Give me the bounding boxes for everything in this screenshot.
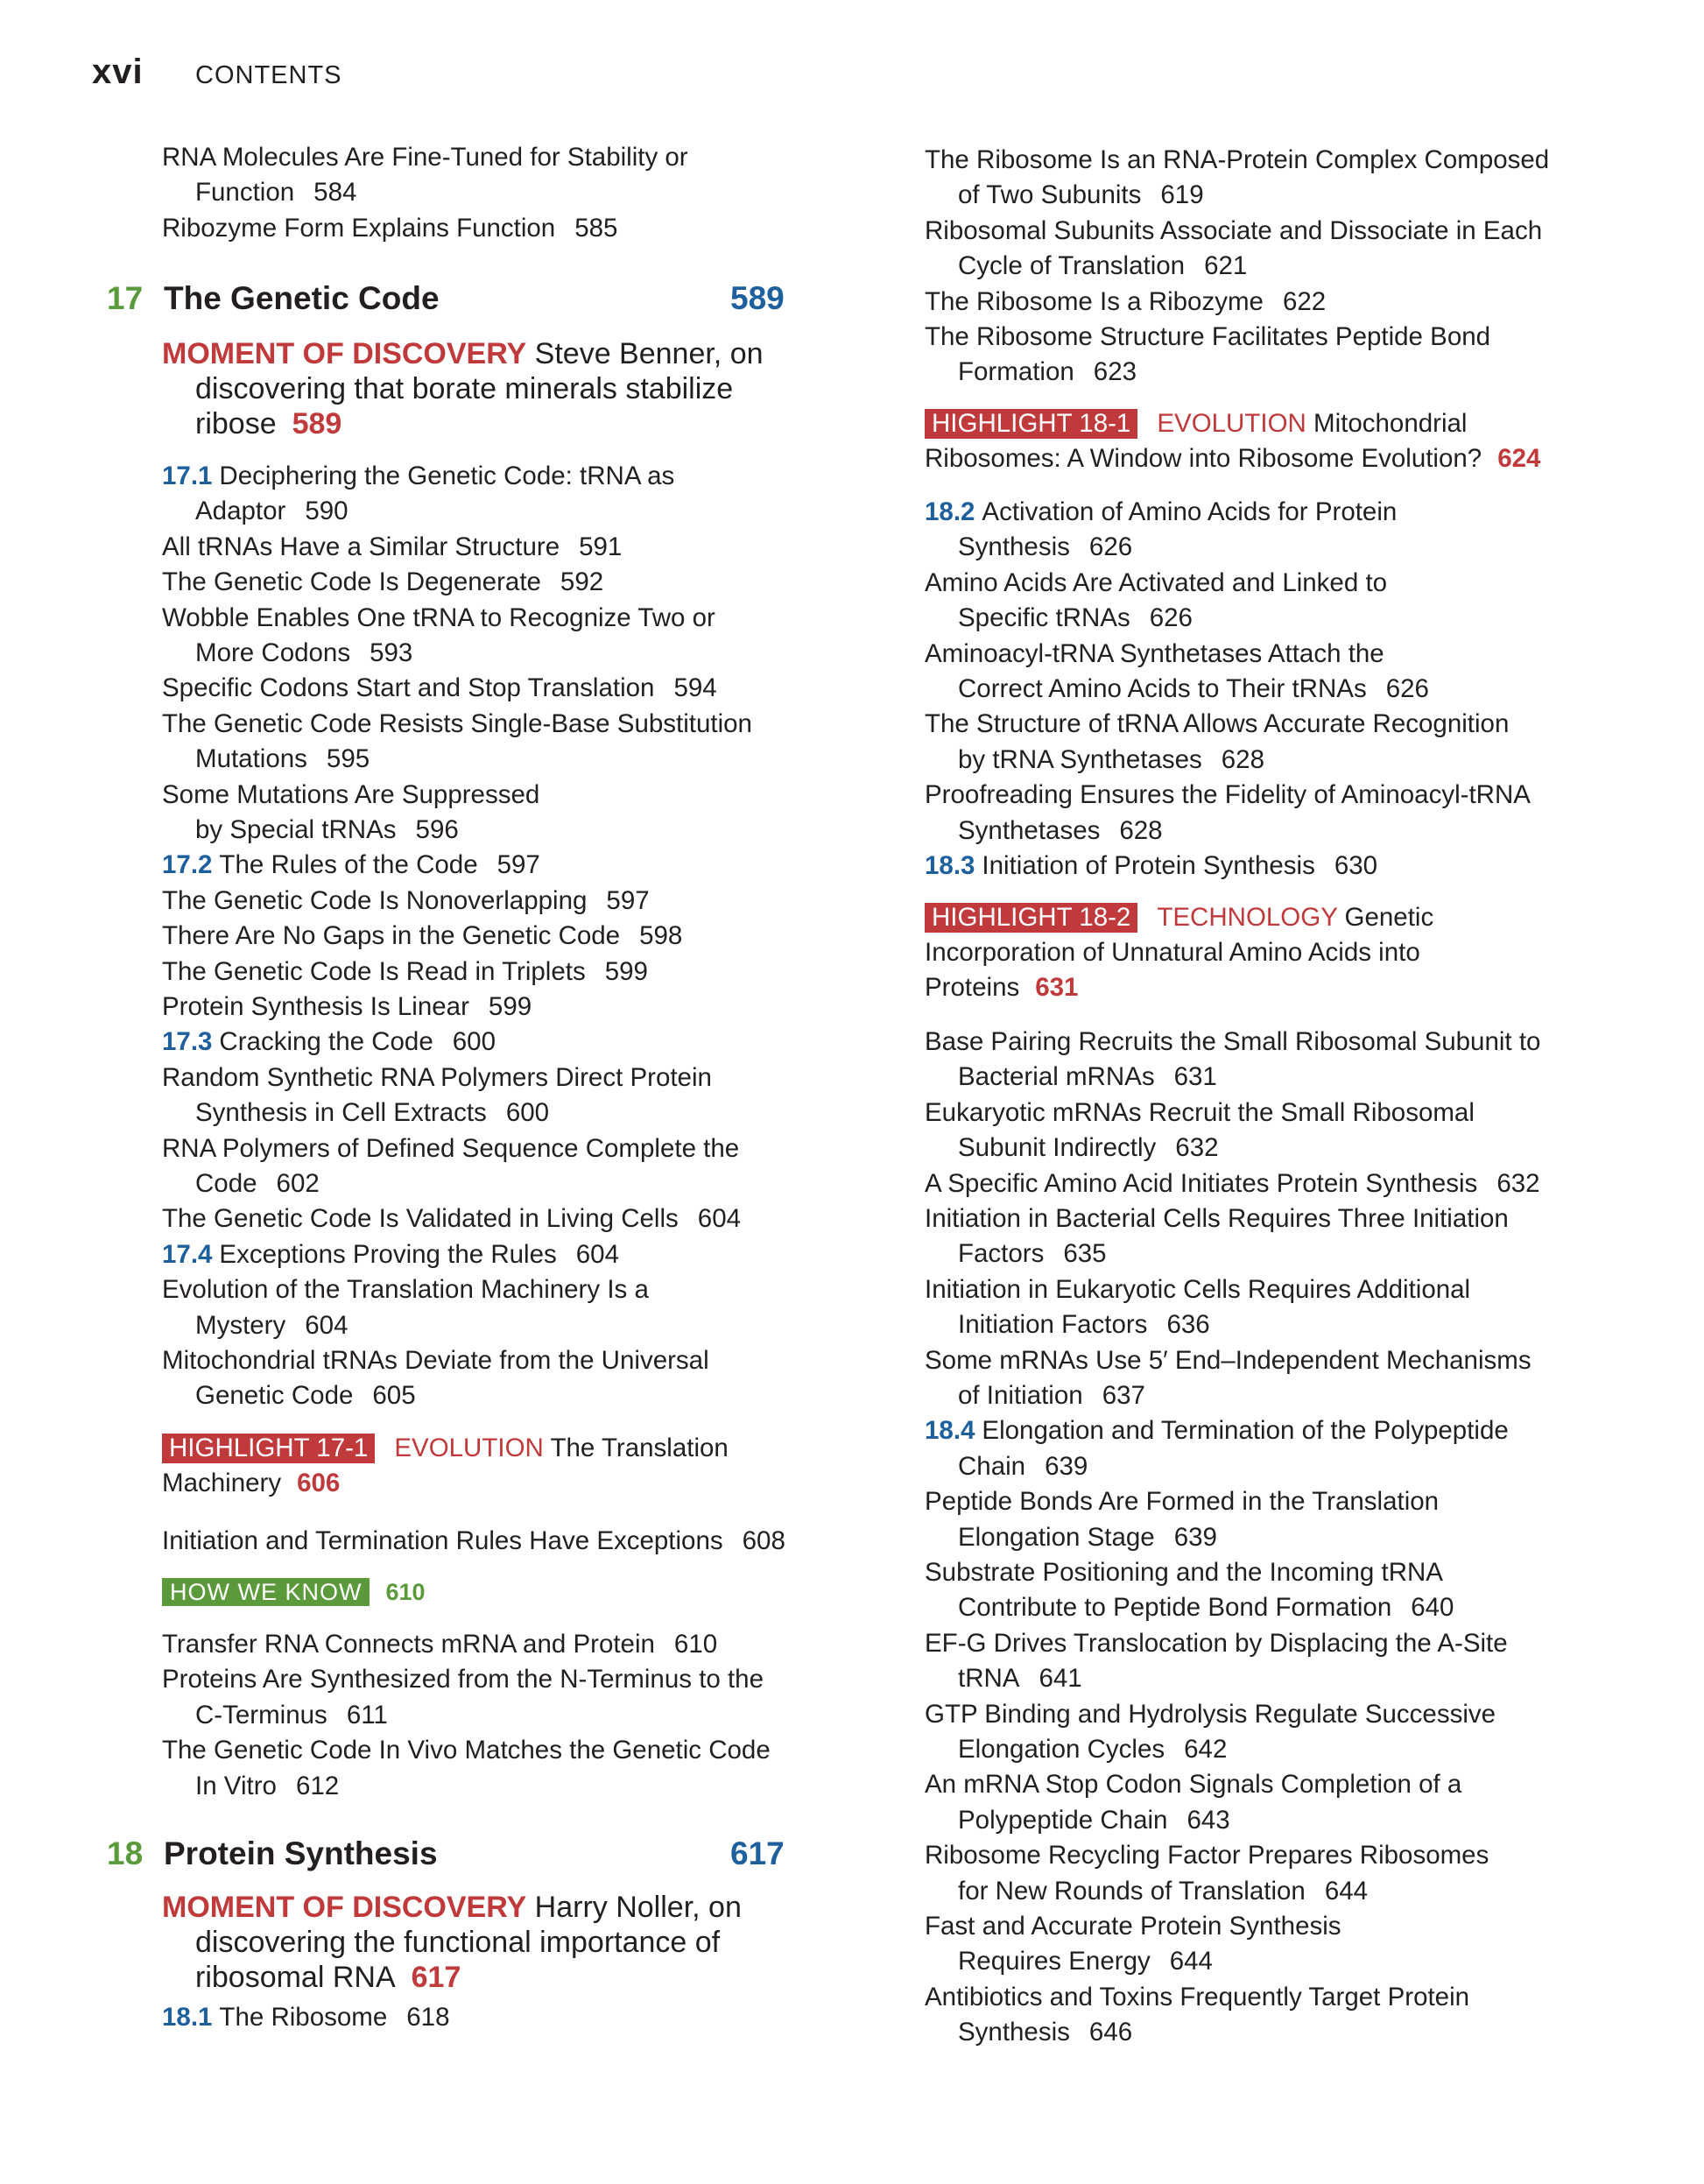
entry-text: The Genetic Code Is Read in Triplets [162, 956, 586, 986]
entry-text: Initiation of Protein Synthesis [982, 851, 1315, 880]
entry-page: 600 [452, 1027, 496, 1057]
toc-entry-line [162, 1524, 785, 1559]
entry-text: Elongation Stage [958, 1522, 1155, 1552]
entry-text: Synthetases [958, 815, 1101, 845]
entry-text: Requires Energy [958, 1947, 1151, 1976]
toc-entry-line [958, 1732, 1227, 1767]
entry-text: Genetic Code [195, 1381, 354, 1411]
moment-text: ribose [195, 407, 277, 440]
toc-entry-line [958, 1944, 1213, 1979]
entry-text: Specific Codons Start and Stop Translation [162, 673, 655, 703]
entry-page: 639 [1173, 1522, 1217, 1552]
entry-page: 592 [560, 567, 604, 597]
section-entry-line [162, 848, 540, 883]
entry-text: Aminoacyl-tRNA Synthetases Attach the [925, 638, 1384, 668]
toc-entry-line [958, 1307, 1210, 1342]
entry-text: GTP Binding and Hydrolysis Regulate Successive [925, 1699, 1496, 1729]
entry-page: 644 [1169, 1947, 1213, 1976]
entry-page: 635 [1063, 1239, 1107, 1269]
toc-entry-line [162, 211, 617, 246]
toc-entry-line [958, 601, 1193, 636]
toc-entry-line [958, 178, 1204, 213]
entry-text: C-Terminus [195, 1700, 327, 1730]
entry-text: Bacterial mRNAs [958, 1062, 1155, 1092]
entry-text: More Codons [195, 638, 351, 667]
entry-text: Antibiotics and Toxins Frequently Target Protein [925, 1982, 1470, 2011]
entry-text: Substrate Positioning and the Incoming tRNA [925, 1558, 1443, 1587]
moment-text: Steve Benner, on [534, 337, 764, 370]
toc-entry-line [958, 1378, 1145, 1413]
toc-entry-line [958, 1803, 1230, 1838]
toc-entry-line [195, 175, 356, 210]
entry-page: 639 [1045, 1451, 1088, 1481]
highlight-page: 606 [297, 1469, 341, 1497]
entry-page: 637 [1102, 1381, 1145, 1410]
entry-text: Ribozyme Form Explains Function [162, 213, 556, 243]
moment-label: MOMENT OF DISCOVERY [162, 1891, 527, 1924]
entry-text: RNA Polymers of Defined Sequence Complete the [162, 1133, 740, 1163]
entry-text: An mRNA Stop Codon Signals Completion of a [925, 1770, 1462, 1800]
highlight-line [925, 441, 1540, 476]
entry-text: Mitochondrial tRNAs Deviate from the Universal [162, 1346, 709, 1375]
section-number: 18.4 [925, 1416, 975, 1446]
toc-entry-line [958, 672, 1429, 707]
entry-text: Activation of Amino Acids for Protein [982, 497, 1398, 526]
entry-text: Correct Amino Acids to Their tRNAs [958, 674, 1367, 703]
moment-line [195, 406, 342, 441]
highlight-title: The Translation [550, 1434, 729, 1462]
toc-entry-line [958, 1590, 1454, 1625]
entry-text: Initiation Factors [958, 1310, 1148, 1340]
entry-text: Adaptor [195, 497, 286, 526]
toc-entry-line [162, 530, 622, 565]
entry-page: 642 [1184, 1735, 1228, 1764]
toc-entry-line [958, 355, 1137, 390]
entry-text: Initiation in Bacterial Cells Requires Three Initiation [925, 1204, 1509, 1233]
highlight-title: Machinery [162, 1469, 282, 1497]
entry-page: 600 [505, 1098, 550, 1128]
section-entry-line [958, 530, 1132, 565]
highlight-category: TECHNOLOGY [1157, 903, 1338, 932]
moment-line [195, 371, 733, 406]
section-entry-line [162, 2000, 450, 2035]
section-entry-line [958, 1449, 1088, 1484]
moment-text: ribosomal RNA [195, 1961, 396, 1994]
toc-entry-line [162, 1662, 764, 1697]
entry-page: 604 [697, 1204, 742, 1234]
entry-page: 643 [1186, 1805, 1230, 1835]
chapter-number: 17 [107, 280, 144, 316]
section-number: 17.3 [162, 1027, 213, 1057]
entry-page: 626 [1385, 674, 1429, 703]
entry-page: 621 [1204, 251, 1248, 281]
toc-entry-line [195, 1769, 339, 1804]
toc-entry-line [958, 249, 1247, 284]
running-head: CONTENTS [195, 61, 342, 89]
entry-text: Wobble Enables One tRNA to Recognize Two or [162, 602, 715, 632]
entry-page: 628 [1119, 815, 1163, 845]
entry-text: Proofreading Ensures the Fidelity of Aminoacyl-tRNA [925, 780, 1531, 810]
toc-entry-line [195, 1308, 348, 1343]
toc-entry-line [958, 814, 1163, 849]
moment-text: discovering the functional importance of [195, 1926, 721, 1959]
toc-entry-line [925, 1343, 1531, 1378]
entry-page: 593 [370, 638, 413, 667]
toc-entry-line [958, 1236, 1107, 1272]
section-entry-line [925, 849, 1377, 884]
toc-entry-line [925, 1166, 1540, 1201]
entry-text: RNA Molecules Are Fine-Tuned for Stability or [162, 143, 688, 172]
toc-entry-line [925, 285, 1326, 320]
toc-entry-line [925, 1697, 1496, 1732]
highlight-box: HIGHLIGHT 17-1 [162, 1434, 375, 1463]
toc-entry-line [162, 778, 539, 813]
entry-page: 597 [606, 885, 650, 915]
toc-entry-line [925, 707, 1509, 742]
moment-line [195, 1925, 720, 1960]
highlight-title: Incorporation of Unnatural Amino Acids into [925, 938, 1420, 967]
section-entry-line [925, 1413, 1509, 1448]
entry-page: 619 [1160, 180, 1204, 210]
entry-text: Subunit Indirectly [958, 1133, 1157, 1163]
toc-entry-line [925, 143, 1549, 178]
entry-page: 632 [1175, 1133, 1219, 1163]
toc-entry-line [925, 1980, 1469, 2015]
entry-text: Eukaryotic mRNAs Recruit the Small Ribosomal [925, 1097, 1475, 1127]
chapter-number: 18 [107, 1835, 144, 1871]
highlight-category: EVOLUTION [394, 1434, 544, 1462]
entry-text: There Are No Gaps in the Genetic Code [162, 921, 621, 951]
toc-entry-line [162, 1131, 739, 1166]
entry-text: Initiation and Termination Rules Have Exceptions [162, 1526, 723, 1555]
entry-text: Initiation in Eukaryotic Cells Requires Additional [925, 1274, 1471, 1304]
section-number: 18.1 [162, 2003, 213, 2032]
how-we-know [162, 1575, 426, 1610]
section-entry-line [162, 1025, 496, 1060]
entry-text: Specific tRNAs [958, 603, 1130, 633]
entry-page: 640 [1411, 1593, 1454, 1623]
page-number: xvi [92, 53, 144, 91]
entry-text: EF-G Drives Translocation by Displacing the A-Site [925, 1628, 1508, 1658]
entry-text: Code [195, 1169, 257, 1198]
entry-page: 641 [1039, 1664, 1082, 1694]
entry-text: Elongation and Termination of the Polypeptide [982, 1416, 1509, 1446]
entry-page: 591 [579, 532, 623, 561]
toc-entry-line [925, 1909, 1341, 1944]
toc-entry-line [958, 2015, 1132, 2050]
toc-entry-line [195, 1698, 388, 1733]
entry-page: 596 [415, 815, 459, 844]
section-number: 18.3 [925, 851, 975, 880]
highlight-title: Genetic [1344, 903, 1434, 932]
entry-text: The Ribosome [219, 2003, 388, 2032]
section-entry-line [195, 494, 349, 529]
entry-text: Ribosomal Subunits Associate and Dissociate in Each [925, 215, 1543, 245]
entry-text: Factors [958, 1239, 1045, 1269]
toc-entry-line [925, 1201, 1509, 1236]
entry-text: Amino Acids Are Activated and Linked to [925, 567, 1388, 597]
entry-text: All tRNAs Have a Similar Structure [162, 532, 560, 561]
entry-text: Evolution of the Translation Machinery Is a [162, 1275, 649, 1305]
entry-text: The Ribosome Is an RNA-Protein Complex Composed [925, 145, 1550, 174]
moment-line [195, 1960, 461, 1995]
toc-entry-line [958, 1661, 1082, 1696]
entry-text: for New Rounds of Translation [958, 1876, 1306, 1906]
toc-entry-line [162, 990, 532, 1025]
chapter-page: 589 [730, 280, 785, 316]
toc-entry-line [162, 1201, 741, 1236]
toc-entry-line [195, 1378, 416, 1413]
section-number: 17.4 [162, 1239, 213, 1269]
entry-page: 626 [1149, 603, 1193, 633]
entry-text: The Structure of tRNA Allows Accurate Recognition [925, 709, 1510, 739]
highlight-page: 624 [1497, 444, 1541, 473]
entry-page: 598 [639, 921, 683, 951]
entry-page: 594 [673, 673, 717, 703]
section-entry-line [162, 1237, 619, 1272]
toc-entry-line [958, 1131, 1219, 1166]
chapter-page: 617 [730, 1835, 785, 1871]
moment-text: Harry Noller, on [534, 1891, 742, 1924]
entry-text: Some Mutations Are Suppressed [162, 779, 540, 809]
entry-text: Fast and Accurate Protein Synthesis [925, 1912, 1341, 1941]
toc-entry-line [958, 743, 1264, 778]
entry-page: 597 [496, 850, 540, 880]
entry-text: Chain [958, 1451, 1026, 1481]
toc-entry-line [925, 1025, 1540, 1060]
entry-page: 622 [1282, 286, 1327, 316]
entry-page: 585 [574, 213, 618, 243]
moment-page: 617 [411, 1961, 461, 1994]
entry-page: 610 [673, 1630, 718, 1659]
entry-text: by Special tRNAs [195, 815, 397, 844]
entry-text: tRNA [958, 1664, 1020, 1694]
entry-text: The Genetic Code Resists Single-Base Substitution [162, 708, 752, 738]
toc-entry-line [925, 637, 1384, 672]
entry-text: Transfer RNA Connects mRNA and Protein [162, 1630, 655, 1659]
highlight-title: Mitochondrial [1313, 409, 1468, 438]
entry-text: Peptide Bonds Are Formed in the Translation [925, 1487, 1440, 1517]
entry-text: Function [195, 178, 295, 208]
entry-text: Protein Synthesis Is Linear [162, 992, 469, 1021]
moment-line [162, 336, 764, 371]
toc-entry-line [162, 140, 688, 175]
entry-text: by tRNA Synthetases [958, 744, 1202, 774]
highlight-line [162, 1431, 729, 1466]
entry-text: of Initiation [958, 1381, 1083, 1410]
entry-text: Random Synthetic RNA Polymers Direct Protein [162, 1062, 712, 1092]
entry-text: Deciphering the Genetic Code: tRNA as [219, 461, 675, 490]
entry-text: Synthesis [958, 532, 1070, 562]
entry-text: In Vitro [195, 1771, 277, 1800]
toc-entry-line [195, 1096, 549, 1131]
entry-text: The Ribosome Structure Facilitates Peptide Bond [925, 322, 1491, 351]
toc-entry-line [162, 707, 752, 742]
moment-page: 589 [292, 407, 342, 440]
entry-page: 618 [406, 2003, 450, 2032]
entry-text: The Genetic Code Is Degenerate [162, 567, 541, 597]
entry-page: 599 [604, 956, 648, 986]
entry-page: 623 [1093, 357, 1137, 387]
highlight-page: 631 [1035, 973, 1079, 1002]
toc-entry-line [925, 1767, 1461, 1802]
moment-text: discovering that borate minerals stabilize [195, 372, 734, 405]
entry-text: Synthesis [958, 2018, 1070, 2047]
highlight-category: EVOLUTION [1157, 409, 1306, 438]
chapter-title: The Genetic Code [164, 280, 440, 316]
entry-text: Synthesis in Cell Extracts [195, 1098, 487, 1128]
section-number: 18.2 [925, 497, 975, 526]
entry-page: 632 [1496, 1168, 1540, 1198]
how-we-know-page: 610 [385, 1579, 426, 1605]
entry-page: 630 [1334, 851, 1378, 880]
toc-entry-line [925, 1838, 1489, 1873]
section-entry-line [925, 495, 1397, 530]
toc-entry-line [162, 1627, 717, 1662]
entry-text: The Rules of the Code [219, 850, 478, 880]
entry-page: 595 [326, 744, 370, 774]
entry-page: 646 [1088, 2018, 1133, 2047]
highlight-title: Ribosomes: A Window into Ribosome Evolution? [925, 444, 1482, 473]
entry-text: Mystery [195, 1310, 286, 1340]
moment-line [162, 1890, 742, 1925]
entry-text: of Two Subunits [958, 180, 1142, 210]
chapter-18-heading [107, 1835, 790, 1876]
highlight-box: HIGHLIGHT 18-2 [925, 903, 1137, 933]
toc-entry-line [162, 565, 603, 600]
section-entry-line [162, 459, 674, 494]
toc-entry-line [925, 1096, 1475, 1131]
entry-text: Polypeptide Chain [958, 1805, 1168, 1835]
toc-entry-line [195, 813, 459, 848]
toc-entry-line [162, 1343, 709, 1378]
entry-page: 631 [1173, 1062, 1217, 1092]
section-number: 17.1 [162, 461, 213, 490]
entry-text: Exceptions Proving the Rules [219, 1239, 557, 1269]
chapter-title: Protein Synthesis [164, 1835, 438, 1871]
entry-page: 604 [305, 1310, 349, 1340]
highlight-line [925, 970, 1078, 1005]
toc-entry-line [925, 778, 1531, 813]
entry-text: Base Pairing Recruits the Small Ribosomal Subunit to [925, 1027, 1541, 1056]
moment-label: MOMENT OF DISCOVERY [162, 337, 527, 370]
entry-text: Proteins Are Synthesized from the N-Terminus to the [162, 1665, 764, 1694]
highlight-line [925, 900, 1433, 935]
toc-entry-line [162, 671, 717, 706]
entry-text: The Ribosome Is a Ribozyme [925, 286, 1264, 316]
toc-entry-line [925, 214, 1542, 249]
toc-entry-line [925, 1555, 1443, 1590]
toc-entry-line [925, 320, 1490, 355]
toc-entry-line [195, 1166, 320, 1201]
entry-text: Some mRNAs Use 5′ End–Independent Mechanisms [925, 1345, 1531, 1375]
entry-page: 605 [372, 1381, 416, 1411]
entry-text: Contribute to Peptide Bond Formation [958, 1593, 1392, 1623]
toc-entry-line [195, 742, 370, 777]
highlight-box: HIGHLIGHT 18-1 [925, 409, 1137, 439]
how-we-know-box: HOW WE KNOW [162, 1578, 370, 1606]
toc-entry-line [162, 601, 715, 636]
entry-text: Cycle of Translation [958, 251, 1186, 281]
entry-page: 611 [346, 1700, 388, 1730]
entry-page: 628 [1221, 744, 1264, 774]
entry-page: 602 [276, 1169, 320, 1198]
entry-text: Cracking the Code [219, 1027, 433, 1057]
toc-entry-line [925, 1484, 1439, 1519]
toc-entry-line [162, 884, 650, 919]
highlight-line [925, 406, 1467, 441]
toc-entry-line [162, 955, 648, 990]
entry-text: Elongation Cycles [958, 1735, 1165, 1764]
entry-page: 612 [295, 1771, 340, 1800]
toc-entry-line [958, 1520, 1217, 1555]
entry-text: The Genetic Code Is Nonoverlapping [162, 885, 588, 915]
toc-entry-line [925, 1626, 1508, 1661]
entry-page: 636 [1166, 1310, 1210, 1340]
toc-entry-line [162, 1060, 712, 1096]
toc-entry-line [162, 1272, 649, 1307]
toc-entry-line [162, 1733, 771, 1768]
entry-page: 599 [488, 992, 532, 1021]
highlight-title: Proteins [925, 973, 1020, 1002]
toc-entry-line [925, 566, 1387, 601]
entry-page: 590 [305, 497, 349, 526]
entry-text: Ribosome Recycling Factor Prepares Ribosomes [925, 1841, 1489, 1870]
highlight-line [925, 935, 1420, 970]
toc-entry-line [925, 1272, 1470, 1307]
chapter-17-heading [107, 280, 790, 321]
entry-text: The Genetic Code In Vivo Matches the Genetic Code [162, 1736, 771, 1765]
section-number: 17.2 [162, 850, 213, 880]
entry-page: 608 [742, 1526, 785, 1555]
toc-entry-line [162, 919, 682, 954]
toc-entry-line [958, 1874, 1368, 1909]
entry-page: 604 [575, 1239, 619, 1269]
entry-page: 644 [1324, 1876, 1369, 1906]
entry-text: Formation [958, 357, 1074, 387]
entry-text: The Genetic Code Is Validated in Living Cells [162, 1204, 679, 1234]
entry-text: A Specific Amino Acid Initiates Protein Synthesis [925, 1168, 1478, 1198]
entry-page: 626 [1088, 532, 1133, 562]
entry-page: 584 [313, 178, 357, 208]
entry-text: Mutations [195, 744, 307, 774]
toc-entry-line [958, 1060, 1217, 1095]
highlight-line [162, 1466, 340, 1501]
toc-entry-line [195, 636, 412, 671]
